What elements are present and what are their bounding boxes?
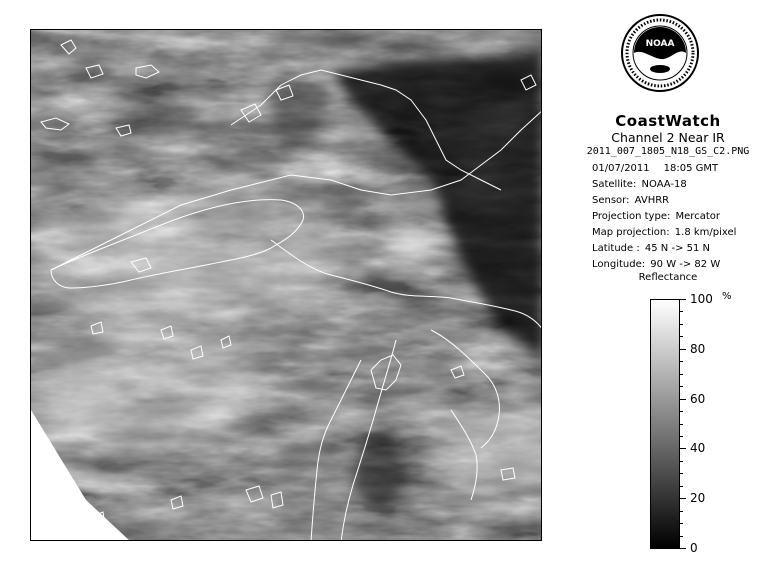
- acquisition-time: 18:05 GMT: [663, 163, 719, 174]
- colorbar-minor-tick: [680, 386, 683, 387]
- colorbar-tick: [680, 448, 686, 449]
- colorbar-minor-tick: [680, 324, 683, 325]
- latitude-value: 45 N -> 51 N: [644, 243, 711, 254]
- file-name: 2011_007_1805_N18_GS_C2.PNG: [586, 146, 750, 157]
- legend-title: Reflectance: [638, 272, 698, 283]
- date-time: [592, 163, 718, 174]
- colorbar-tick: [680, 548, 686, 549]
- product-title: CoastWatch: [615, 112, 721, 130]
- colorbar-minor-tick: [680, 436, 683, 437]
- map-projection-value: 1.8 km/pixel: [674, 227, 737, 238]
- map-projection-row: [592, 227, 736, 238]
- satellite-row: [592, 179, 687, 190]
- colorbar-tick-label: 100: [690, 292, 713, 306]
- acquisition-date: 01/07/2011: [592, 163, 650, 174]
- satellite-image: [30, 29, 542, 541]
- sensor-row: [592, 195, 669, 206]
- channel-name: Channel 2 Near IR: [611, 130, 725, 145]
- colorbar-tick: [680, 349, 686, 350]
- projection-row: [592, 211, 720, 222]
- colorbar-minor-tick: [680, 486, 683, 487]
- noaa-logo: [620, 13, 700, 93]
- reflectance-colorbar: [650, 299, 680, 549]
- colorbar-minor-tick: [680, 473, 683, 474]
- colorbar-tick: [680, 498, 686, 499]
- colorbar-tick: [680, 299, 686, 300]
- colorbar-minor-tick: [680, 511, 683, 512]
- colorbar-minor-tick: [680, 411, 683, 412]
- sensor-value: AVHRR: [634, 195, 670, 206]
- sensor-label: Sensor:: [592, 195, 630, 206]
- colorbar-minor-tick: [680, 461, 683, 462]
- colorbar-minor-tick: [680, 361, 683, 362]
- colorbar-minor-tick: [680, 523, 683, 524]
- colorbar-tick-label: 80: [690, 341, 706, 356]
- legend-unit: %: [722, 291, 732, 302]
- colorbar-tick-label: 40: [690, 441, 706, 456]
- colorbar-minor-tick: [680, 336, 683, 337]
- colorbar-minor-tick: [680, 536, 683, 537]
- latitude-row: [592, 243, 710, 254]
- colorbar-tick-label: 20: [690, 491, 706, 506]
- longitude-row: [592, 259, 720, 270]
- longitude-label: Longitude:: [592, 259, 646, 270]
- colorbar-minor-tick: [680, 424, 683, 425]
- colorbar-tick-label: 0: [690, 541, 698, 555]
- colorbar-tick: [680, 399, 686, 400]
- map-projection-label: Map projection:: [592, 227, 670, 238]
- projection-value: Mercator: [675, 211, 720, 222]
- satellite-label: Satellite:: [592, 179, 637, 190]
- projection-label: Projection type:: [592, 211, 671, 222]
- satellite-value: NOAA-18: [641, 179, 687, 190]
- colorbar-tick-label: 60: [690, 391, 706, 406]
- longitude-value: 90 W -> 82 W: [650, 259, 721, 270]
- colorbar-minor-tick: [680, 311, 683, 312]
- map-canvas: [31, 30, 542, 541]
- noaa-logo-text: NOAA: [645, 39, 675, 49]
- latitude-label: Latitude :: [592, 243, 640, 254]
- colorbar-minor-tick: [680, 374, 683, 375]
